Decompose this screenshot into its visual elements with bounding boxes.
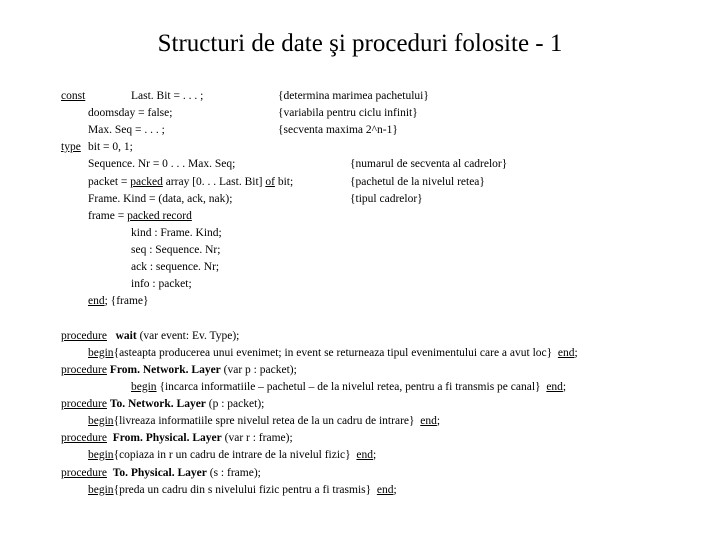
proc-tpl-body: begin{preda un cadru din s nivelului fizic pentru a fi trasmis} end;	[88, 484, 397, 496]
proc-tnl-body: begin{livreaza informatiile spre nivelul retea de la un cadru de intrare} end;	[88, 415, 441, 427]
procedure-keyword: procedure	[61, 330, 107, 342]
end-keyword: end	[88, 295, 105, 307]
lastbit-line: Last. Bit = . . . ;	[131, 90, 204, 102]
proc-wait-body: begin{asteapta producerea unui evenimet; in event se returneaza tipul evenimentului care a avut loc} end;	[88, 347, 578, 359]
packet-comment: {pachetul de la nivelul retea}	[350, 176, 485, 188]
doomsday-comment: {variabila pentru ciclu infinit}	[278, 107, 418, 119]
of-keyword: of	[265, 176, 275, 188]
proc-fpl-body: begin{copiaza in r un cadru de intrare de la nivelul fizic} end;	[88, 449, 377, 461]
type-keyword: type	[61, 141, 81, 153]
seqnr-comment: {numarul de secventa al cadrelor}	[350, 158, 508, 170]
framekind-line: Frame. Kind = (data, ack, nak);	[88, 193, 233, 205]
procedure-keyword: procedure	[61, 398, 107, 410]
end-keyword: end	[420, 415, 437, 427]
begin-keyword: begin	[88, 484, 114, 496]
proc-fnl-header	[61, 364, 297, 377]
end-keyword: end	[356, 449, 374, 461]
proc-tnl-comment: {livreaza informatiile spre nivelul retea de la un cadru de intrare}	[113, 415, 415, 427]
proc-wait-comment: {asteapta producerea unui evenimet; in event se returneaza tipul evenimentului care a avut loc}	[113, 347, 553, 359]
lastbit-comment: {determina marimea pachetului}	[278, 90, 429, 102]
procedure-keyword: procedure	[61, 467, 107, 479]
proc-tpl-header	[61, 467, 261, 480]
seqnr-line: Sequence. Nr = 0 . . . Max. Seq;	[88, 158, 236, 170]
packed-keyword: packed	[130, 176, 163, 188]
proc-fnl-body: begin {incarca informatiile – pachetul – de la nivelul retea, pentru a fi transmis pe canal} end;	[131, 381, 567, 393]
bit-line: bit = 0, 1;	[88, 141, 133, 153]
proc-tpl-params: (s : frame);	[206, 467, 261, 479]
end-keyword: end	[557, 347, 575, 359]
record-end-line	[88, 295, 149, 308]
frame-line	[88, 210, 192, 223]
proc-fnl-comment: {incarca informatiile – pachetul – de la nivelul retea, pentru a fi transmis pe canal}	[156, 381, 541, 393]
field-info: info : packet;	[131, 278, 192, 290]
packet-line	[88, 176, 293, 189]
begin-keyword: begin	[131, 381, 157, 393]
const-keyword: const	[61, 90, 86, 102]
proc-tnl-header	[61, 398, 264, 411]
proc-wait-name: wait	[115, 330, 137, 342]
end-keyword: end	[376, 484, 394, 496]
packed-record-keyword: packed record	[127, 210, 192, 222]
procedure-keyword: procedure	[61, 364, 107, 376]
end-keyword: end	[546, 381, 563, 393]
proc-fpl-params: (var r : frame);	[221, 432, 293, 444]
maxseq-comment: {secventa maxima 2^n-1}	[278, 124, 398, 136]
page-title: Structuri de date şi proceduri folosite - 1	[157, 30, 563, 57]
procedure-keyword: procedure	[61, 432, 107, 444]
frame-text: frame =	[88, 210, 128, 222]
maxseq-line: Max. Seq = . . . ;	[88, 124, 165, 136]
packet-text: packet =	[88, 176, 131, 188]
packet-bit-text: bit;	[274, 176, 294, 188]
proc-wait-header	[61, 330, 239, 343]
proc-tnl-params: (p : packet);	[205, 398, 265, 410]
proc-tpl-comment: {preda un cadru din s nivelului fizic pentru a fi trasmis}	[113, 484, 372, 496]
proc-fpl-header	[61, 432, 293, 445]
proc-wait-params: (var event: Ev. Type);	[136, 330, 240, 342]
proc-tpl-name: To. Physical. Layer	[112, 467, 207, 479]
proc-fnl-name: From. Network. Layer	[109, 364, 221, 376]
proc-tnl-name: To. Network. Layer	[109, 398, 206, 410]
begin-keyword: begin	[88, 415, 114, 427]
field-ack: ack : sequence. Nr;	[131, 261, 220, 273]
field-seq: seq : Sequence. Nr;	[131, 244, 221, 256]
proc-fpl-name: From. Physical. Layer	[112, 432, 222, 444]
begin-keyword: begin	[88, 347, 114, 359]
record-end-comment: ; {frame}	[104, 295, 149, 307]
framekind-comment: {tipul cadrelor}	[350, 193, 423, 205]
proc-fpl-comment: {copiaza in r un cadru de intrare de la nivelul fizic}	[113, 449, 351, 461]
packet-array-text: array [0. . . Last. Bit]	[162, 176, 266, 188]
field-kind: kind : Frame. Kind;	[131, 227, 222, 239]
begin-keyword: begin	[88, 449, 114, 461]
doomsday-line: doomsday = false;	[88, 107, 173, 119]
proc-fnl-params: (var p : packet);	[220, 364, 297, 376]
